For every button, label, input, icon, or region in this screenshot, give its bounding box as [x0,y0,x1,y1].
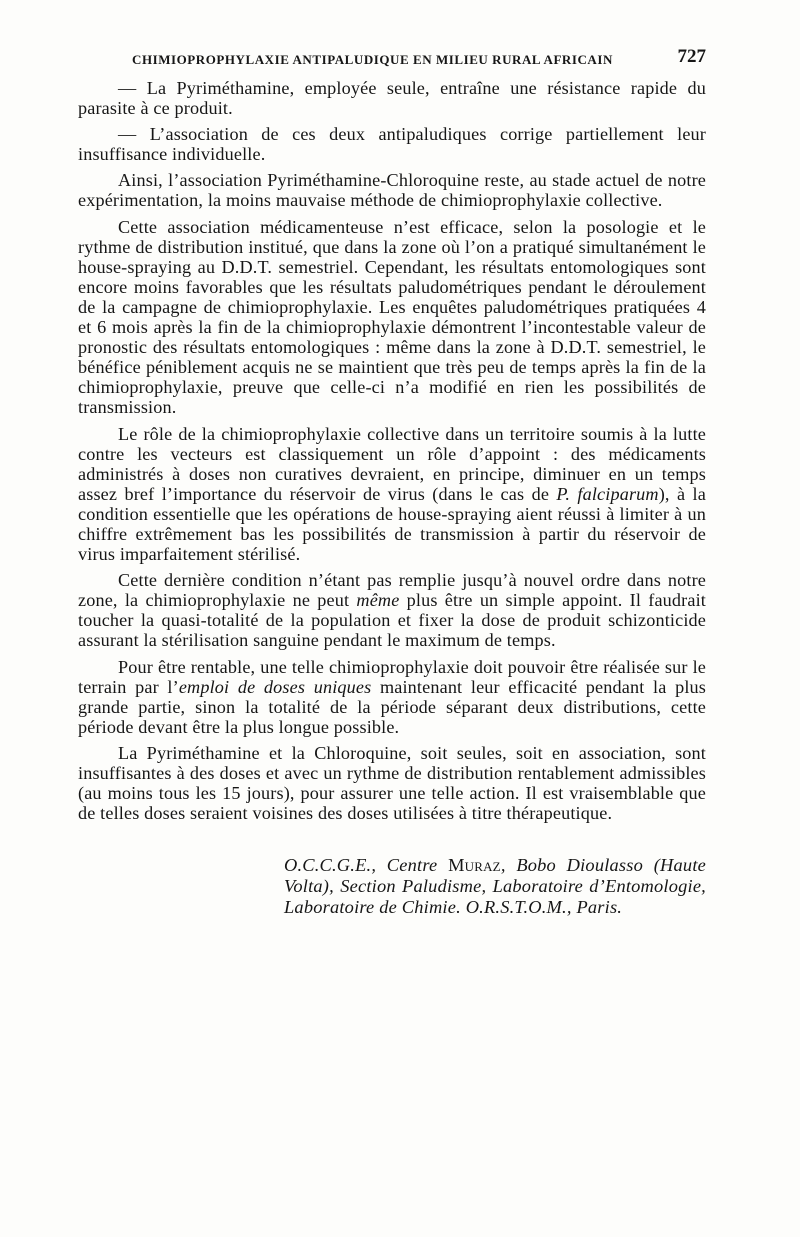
paragraph-text: Cette association médicamenteuse n’est efficace, selon la posologie et le rythme de distribution institué, que dans la zone où l’on a pratiqué simultanément le house-spraying au D.D.T. semestriel. Cependant, les résultats entomologiques sont encore moins favorables que les résultats paludométriques pendant le déroulement de la campagne de chimioprophylaxie. Les enquêtes paludométriques pratiquées 4 et 6 mois après la fin de la chimioprophylaxie démontrent l’incontestable valeur de pronostic des résultats entomologiques : même dans la zone à D.D.T. semestriel, le bénéfice péniblement acquis ne se maintient que très peu de temps après la fin de la chimioprophylaxie, preuve que celle-ci n’a modifié en rien les possibilités de transmission. [78,216,706,418]
paragraph-text: La Pyriméthamine et la Chloroquine, soit seules, soit en association, sont insuffisantes à des doses et avec un rythme de distribution rentablement admissibles (au moins tous les 15 jours), pour assurer une telle action. Il est vraisemblable que de telles doses seraient voisines des doses utilisées à titre thérapeutique. [78,742,706,824]
affiliation-text: O.C.C.G.E., Centre [284,855,449,876]
emphasis-text: emploi de doses uniques [178,676,372,697]
paragraph-text: plus être un simple appoint. Il faudrait toucher la quasi-totalité de la population et fixer la dose de produit schizonticide assurant la stérilisation sanguine pendant le maximum de temps. [78,590,706,651]
paragraph-text: Pour être rentable, une telle chimioprophylaxie doit pouvoir être réalisée sur le terrain par l’ [78,656,706,697]
paragraph-association-corrects [78,124,706,164]
species-name: P. falciparum [556,483,659,504]
emphasis-text: même [356,590,400,611]
paragraph-association-remains [78,170,706,210]
paragraph-last-condition [78,570,706,650]
paragraph-text: — L’association de ces deux antipaludiques corrige partiellement leur insuffisance individuelle. [78,124,706,165]
paragraph-text: Ainsi, l’association Pyriméthamine-Chloroquine reste, au stade actuel de notre expérimentation, la moins mauvaise méthode de chimioprophylaxie collective. [78,170,706,211]
paragraph-text: ), à la condition essentielle que les opérations de house-spraying aient réussi à limiter à un chiffre extrêmement bas les possibilités de transmission à partir du réservoir de virus imparfaitement stérilisé. [78,483,706,565]
running-title: CHIMIOPROPHYLAXIE ANTIPALUDIQUE EN MILIEU RURAL AFRICAIN [132,52,613,67]
page-number: 727 [677,46,706,67]
running-header [78,40,706,78]
page [78,40,706,918]
body-text [78,78,706,823]
affiliation-name: Muraz [448,855,501,876]
paragraph-text: Cette dernière condition n’étant pas remplie jusqu’à nouvel ordre dans notre zone, la chimioprophylaxie ne peut [78,570,706,611]
paragraph-text: Le rôle de la chimioprophylaxie collective dans un territoire soumis à la lutte contre les vecteurs est classiquement un rôle d’appoint : des médicaments administrés à doses non curatives devraient, en principe, diminuer en un temps assez bref l’importance du réservoir de virus (dans le cas de [78,423,706,504]
author-affiliation [284,855,706,918]
paragraph-conclusion [78,743,706,823]
paragraph-text: — La Pyriméthamine, employée seule, entraîne une résistance rapide du parasite à ce produit. [78,78,706,119]
paragraph-role-of-chemoprophylaxis [78,424,706,565]
affiliation-text: , Bobo Dioulasso (Haute Volta), Section Paludisme, Laboratoire d’Entomologie, Laboratoire de Chimie. O.R.S.T.O.M., Paris. [284,855,706,918]
paragraph-text: maintenant leur efficacité pendant la plus grande partie, sinon la totalité de la période séparant deux distributions, cette période devant être la plus longue possible. [78,676,706,737]
paragraph-pyrimethamine-resistance [78,78,706,118]
paragraph-efficacy-conditions [78,217,706,418]
paragraph-profitability [78,657,706,737]
